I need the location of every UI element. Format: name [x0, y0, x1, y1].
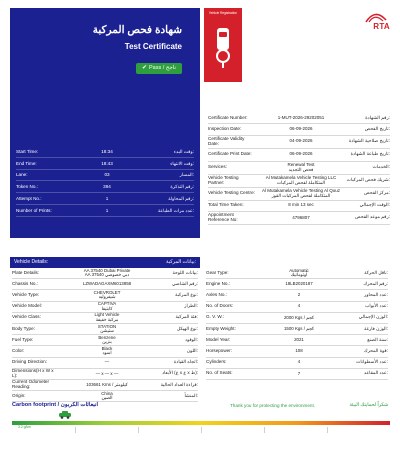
row-label-arabic: وقت البدء: [173, 148, 194, 154]
detail-row [206, 268, 388, 279]
row-value: 108 [295, 348, 303, 354]
detail-row [16, 205, 194, 217]
row-label-arabic: نوع المركبة: [175, 292, 198, 298]
row-label: No. of Doors: [206, 303, 234, 309]
row-label-arabic: عدد مرات الطباعة: [157, 207, 194, 213]
row-value: 1500 Kgs / كجم [283, 325, 315, 331]
row-label-arabic: الوزن الإجمالي: [358, 314, 388, 320]
row-value: China الصين [101, 390, 113, 401]
row-label: Cylinders: [206, 359, 227, 365]
carbon-scale-bar [12, 421, 390, 425]
row-label-arabic: تاريخ الفحص: [364, 126, 390, 132]
row-value: 2000 Kgs / كجم [283, 314, 315, 320]
row-value: 03 [104, 172, 110, 178]
row-value: LZWADAGAXM6013858 [82, 281, 132, 287]
detail-row [12, 268, 198, 279]
row-value: 18:43 [101, 160, 113, 166]
row-label: Services: [208, 164, 227, 170]
row-label-arabic: فئة المركبة: [175, 314, 198, 320]
detail-row [208, 113, 390, 124]
certificate-details-table [208, 113, 390, 225]
row-label: Certificate Print Date: [208, 151, 252, 157]
row-label-arabic: الخدمات: [372, 164, 390, 170]
row-label: G. V. W.: [206, 314, 224, 320]
detail-row [206, 346, 388, 357]
row-label: Vehicle Testing Partner: [208, 174, 239, 185]
environment-message: Thank you for protecting the environment. [230, 403, 316, 408]
row-value: 18:34 [101, 148, 113, 154]
detail-row [208, 124, 390, 135]
row-label-arabic: الوقت الإجمالي: [359, 202, 390, 208]
car-indicator-icon [58, 410, 72, 419]
row-value: 1-MUT-2026-29202051 [277, 114, 325, 120]
row-label: Appointment Reference No: [208, 212, 238, 222]
carbon-level-label: 3.2 g/km [18, 425, 32, 429]
row-label-arabic: نوع الهيكل: [176, 325, 198, 331]
title-arabic: شهادة فحص المركبة [92, 24, 182, 36]
row-label: Gear Type: [206, 269, 229, 275]
row-label: Plate Details: [12, 269, 40, 275]
row-label: Certificate Number: [208, 114, 248, 120]
row-value: 06-09-2026 [289, 151, 313, 157]
row-value: 8 min 13 sec [288, 202, 314, 208]
row-value: Al Mutakamela Vehicle Testing LLC المتكاملة لفحص المركبات [265, 174, 337, 185]
carbon-footprint-title: Carbon footprint / انبعاثات الكربون [12, 402, 99, 408]
row-label: Number of Prints: [16, 207, 52, 213]
title-english: Test Certificate [124, 42, 182, 51]
scale-tick [75, 427, 76, 433]
scale-tick [264, 427, 265, 433]
row-label-arabic: الوقود: [185, 336, 198, 342]
scale-tick [327, 427, 328, 433]
environment-message-arabic: شكراً لحمايتك البيئة [349, 403, 388, 408]
check-icon: ✔ [141, 65, 148, 72]
row-label-arabic: قراءة العداد الحالية: [160, 381, 198, 387]
row-label-arabic: رقم الشهادة: [365, 114, 390, 120]
row-label-arabic: تاريخ صلاحية الشهادة: [348, 138, 390, 144]
row-label-arabic: اللون: [186, 348, 198, 353]
row-label-arabic: اتجاه القيادة: [173, 359, 198, 365]
detail-row [206, 302, 388, 313]
detail-row [12, 302, 198, 313]
row-label: Current Odometer Reading: [12, 379, 50, 389]
vehicle-details-title: Vehicle Details: [14, 258, 49, 265]
detail-row [12, 279, 198, 290]
row-value: 4796807 [292, 214, 310, 220]
row-value: 7 [297, 370, 301, 376]
detail-row [208, 175, 390, 188]
row-label: Inspection Date: [208, 126, 242, 132]
vehicle-details-left [12, 268, 198, 402]
registration-badge-text: Vehicle Registration [208, 11, 238, 15]
row-value: AA 37540 Dubai Private AA 37540 دبي خصوصي [83, 267, 131, 278]
row-value: 2 [297, 292, 301, 298]
row-label: Fuel Type: [12, 336, 34, 342]
detail-row [12, 380, 198, 391]
row-label: Engine No.: [206, 280, 231, 286]
row-label-arabic: عدد الأبواب: [365, 303, 388, 309]
detail-row [12, 335, 198, 346]
row-label: Driving Direction: [12, 359, 47, 365]
row-label-arabic: رقم المحاولة: [168, 195, 194, 201]
row-label-arabic: المسار: [179, 172, 194, 178]
detail-row [12, 290, 198, 301]
row-label: Axles No.: [206, 292, 227, 298]
row-value: CAPTIVA كابتيفا [97, 301, 117, 311]
detail-row [206, 324, 388, 335]
row-label: Vehicle Type: [12, 292, 40, 298]
row-label: Start Time: [16, 148, 39, 154]
detail-row [208, 149, 390, 162]
row-value: 1 [105, 195, 109, 201]
detail-row [16, 193, 194, 205]
row-label: Color: [12, 348, 25, 353]
row-label-arabic: وقت الانتهاء: [170, 160, 194, 166]
row-label: Certificate Validity Date: [208, 135, 245, 146]
row-label-arabic: الأبعاد (ع x ع x ط): [162, 370, 198, 376]
row-label-arabic: رقم موعد الفحص: [355, 214, 390, 220]
row-value: 18LB2020187 [285, 281, 313, 287]
certificate-header [10, 8, 390, 248]
rta-brand-text: RTA [373, 22, 390, 31]
detail-row [206, 369, 388, 380]
row-label: Token No.: [16, 184, 38, 190]
scale-tick [138, 427, 139, 433]
row-value: 4 [297, 303, 301, 309]
row-value: Al Mutakamela Vehicle Testing Al Qouz المتكاملة لفحص المركبات القوز [262, 187, 340, 198]
row-label: Total Time Taken: [208, 202, 244, 208]
detail-row [208, 188, 390, 201]
detail-row [16, 158, 194, 170]
row-label-arabic: رقم التذكرة: [170, 184, 194, 190]
row-label-arabic: المنشأ: [184, 392, 198, 398]
detail-row [12, 324, 198, 335]
hero-panel [10, 8, 200, 238]
row-label: Vehicle Testing Centre: [208, 190, 255, 196]
row-value: Benzene بنزين [98, 334, 116, 345]
row-value: 06-09-2026 [289, 126, 313, 132]
row-label-arabic: تاريخ طباعة الشهادة: [350, 151, 390, 157]
detail-row [206, 313, 388, 324]
row-label: Empty Weight: [206, 325, 236, 331]
row-value: Black اسود [101, 346, 113, 356]
row-label-arabic: شريك فحص المركبات: [346, 177, 390, 183]
row-label: Vehicle Model: [12, 303, 42, 309]
row-value: — x — x — [95, 370, 119, 376]
row-value: 103661 Kms / كيلومتر [86, 381, 128, 387]
vehicle-details-header [10, 257, 200, 268]
detail-row [208, 201, 390, 212]
row-label-arabic: عدد المحاور: [364, 292, 388, 298]
detail-row [206, 290, 388, 301]
row-value: Renewal Test فحص التجديد [287, 161, 315, 172]
row-value: — [104, 359, 110, 365]
row-label-arabic: الوزن فارغة: [364, 325, 388, 331]
row-value: 04-09-2026 [289, 138, 313, 144]
row-label: Model Year: [206, 336, 231, 342]
detail-row [12, 346, 198, 357]
car-key-icon [208, 24, 238, 70]
row-value: Light Vehicle مركبة خفيفة [94, 312, 120, 322]
detail-row [16, 181, 194, 193]
row-label-arabic: قوة المحرك: [363, 348, 388, 353]
vehicle-registration-badge [204, 8, 242, 82]
row-label-arabic: سنة الصنع: [367, 336, 388, 342]
row-label: No. of Seats: [206, 370, 233, 376]
detail-row [12, 391, 198, 402]
row-value: Automatic أوتوماتيك [289, 267, 309, 278]
row-value: STATION ستيشن [97, 323, 117, 334]
row-label-arabic: مركز الفحص: [364, 190, 390, 196]
detail-row [206, 279, 388, 290]
row-label: Dimensions(H x W x L): [12, 367, 54, 378]
row-label-arabic: رقم الشاصي: [172, 280, 198, 286]
row-label-arabic: عدد المقاعد: [364, 370, 388, 376]
detail-row [16, 146, 194, 158]
row-label: Horsepower: [206, 348, 233, 353]
pass-label: Pass / ناجح [149, 65, 176, 72]
vehicle-details-right [206, 268, 388, 380]
row-value: 394 [103, 184, 111, 190]
row-label-arabic: ناقل الحركة: [364, 269, 388, 275]
detail-row [208, 136, 390, 149]
row-value: CHEVROLET شيفروليه [93, 290, 121, 300]
detail-row [208, 162, 390, 175]
row-label: Origin: [12, 392, 26, 398]
pass-badge [136, 63, 182, 74]
vehicle-details-title-arabic: بيانات المركبة: [166, 258, 196, 265]
detail-row [206, 335, 388, 346]
detail-row [208, 212, 390, 225]
detail-row [12, 313, 198, 324]
row-label-arabic: بيانات اللوحة: [172, 269, 198, 275]
row-label-arabic: عدد الأسطوانات: [356, 359, 388, 365]
row-label: Vehicle Class: [12, 314, 41, 320]
row-label: End Time: [16, 160, 37, 166]
row-value: 2021 [294, 337, 304, 343]
row-label: Attempt No.: [16, 195, 42, 201]
row-label-arabic: رقم المحرك: [363, 280, 388, 286]
test-info-table [16, 146, 194, 217]
scale-tick [201, 427, 202, 433]
row-label: Body Type: [12, 325, 35, 331]
detail-row [16, 170, 194, 182]
row-value: 1 [105, 207, 109, 213]
detail-row [206, 358, 388, 369]
row-value: 4 [297, 359, 301, 365]
row-label: Chassis No.: [12, 280, 39, 286]
detail-row [12, 358, 198, 369]
row-label: Lane: [16, 172, 28, 178]
row-label-arabic: الطراز: [184, 303, 198, 309]
